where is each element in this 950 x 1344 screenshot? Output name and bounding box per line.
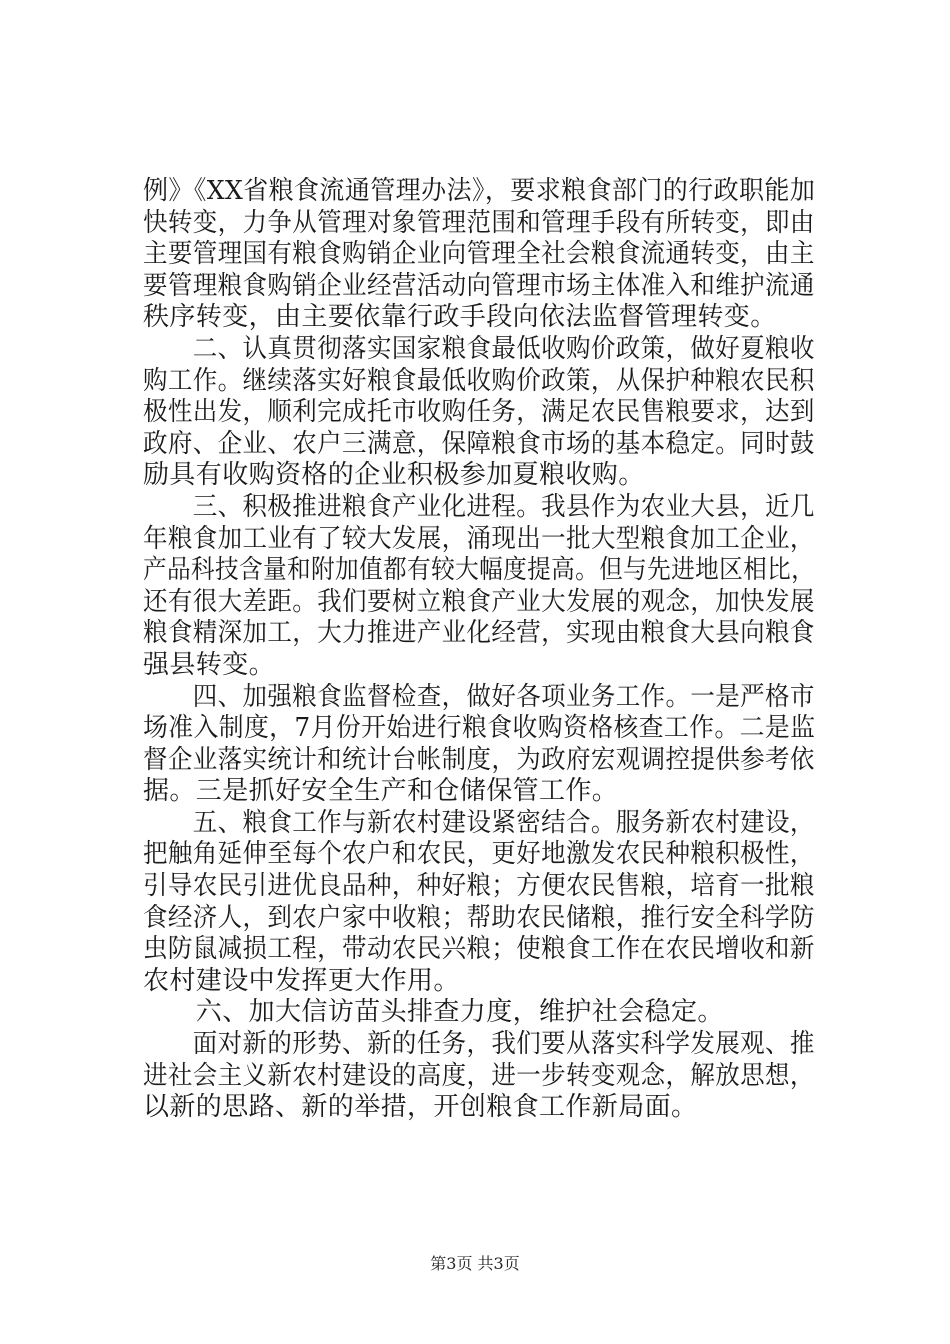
- text-line: 还有很大差距。我们要树立粮食产业大发展的观念，加快发展: [143, 586, 815, 617]
- text-line: 督企业落实统计和统计台帐制度，为政府宏观调控提供参考依: [143, 744, 815, 775]
- text-line: 引导农民引进优良品种，种好粮；方便农民售粮，培育一批粮: [143, 871, 815, 902]
- text-line: 快转变，力争从管理对象管理范围和管理手段有所转变，即由: [143, 207, 815, 238]
- text-line: 六、加大信访苗头排查力度，维护社会稳定。: [143, 997, 724, 1028]
- text-line: 据。三是抓好安全生产和仓储保管工作。: [143, 776, 619, 807]
- page-number-footer: 第3页 共3页: [430, 1254, 520, 1273]
- text-line: 二、认真贯彻落实国家粮食最低收购价政策，做好夏粮收: [143, 333, 815, 364]
- text-line: 极性出发，顺利完成托市收购任务，满足农民售粮要求，达到: [143, 397, 815, 428]
- text-line: 产品科技含量和附加值都有较大幅度提高。但与先进地区相比，: [143, 555, 816, 586]
- text-line: 食经济人，到农户家中收粮；帮助农民储粮，推行安全科学防: [143, 902, 815, 933]
- text-line: 进社会主义新农村建设的高度，进一步转变观念，解放思想，: [143, 1060, 815, 1091]
- text-line: 政府、企业、农户三满意，保障粮食市场的基本稳定。同时鼓: [143, 428, 815, 459]
- text-line: 强县转变。: [143, 649, 276, 680]
- text-line: 例》《XX省粮食流通管理办法》，要求粮食部门的行政职能加: [143, 176, 816, 206]
- text-line: 场准入制度，7月份开始进行粮食收购资格核查工作。二是监: [143, 713, 816, 744]
- text-line: 要管理粮食购销企业经营活动向管理市场主体准入和维护流通: [143, 270, 815, 301]
- text-line: 励具有收购资格的企业积极参加夏粮收购。: [143, 460, 645, 491]
- text-line: 主要管理国有粮食购销企业向管理全社会粮食流通转变，由主: [143, 239, 815, 270]
- text-line: 虫防鼠减损工程，带动农民兴粮；使粮食工作在农民增收和新: [143, 934, 815, 965]
- text-line: 农村建设中发挥更大作用。: [143, 965, 460, 996]
- text-line: 以新的思路、新的举措，开创粮食工作新局面。: [143, 1092, 698, 1123]
- document-body: [143, 176, 815, 1124]
- text-line: 把触角延伸至每个农户和农民，更好地激发农民种粮积极性，: [143, 839, 815, 870]
- text-line: 年粮食加工业有了较大发展，涌现出一批大型粮食加工企业，: [143, 523, 815, 554]
- text-line: 四、加强粮食监督检查，做好各项业务工作。一是严格市: [143, 681, 815, 712]
- text-line: 三、积极推进粮食产业化进程。我县作为农业大县，近几: [143, 491, 815, 522]
- text-line: 秩序转变，由主要依靠行政手段向依法监督管理转变。: [143, 302, 777, 333]
- text-line: 购工作。继续落实好粮食最低收购价政策，从保护种粮农民积: [143, 365, 815, 396]
- text-line: 面对新的形势、新的任务，我们要从落实科学发展观、推: [143, 1029, 815, 1060]
- text-line: 五、粮食工作与新农村建设紧密结合。服务新农村建设，: [143, 807, 815, 838]
- text-line: 粮食精深加工，大力推进产业化经营，实现由粮食大县向粮食: [143, 618, 815, 649]
